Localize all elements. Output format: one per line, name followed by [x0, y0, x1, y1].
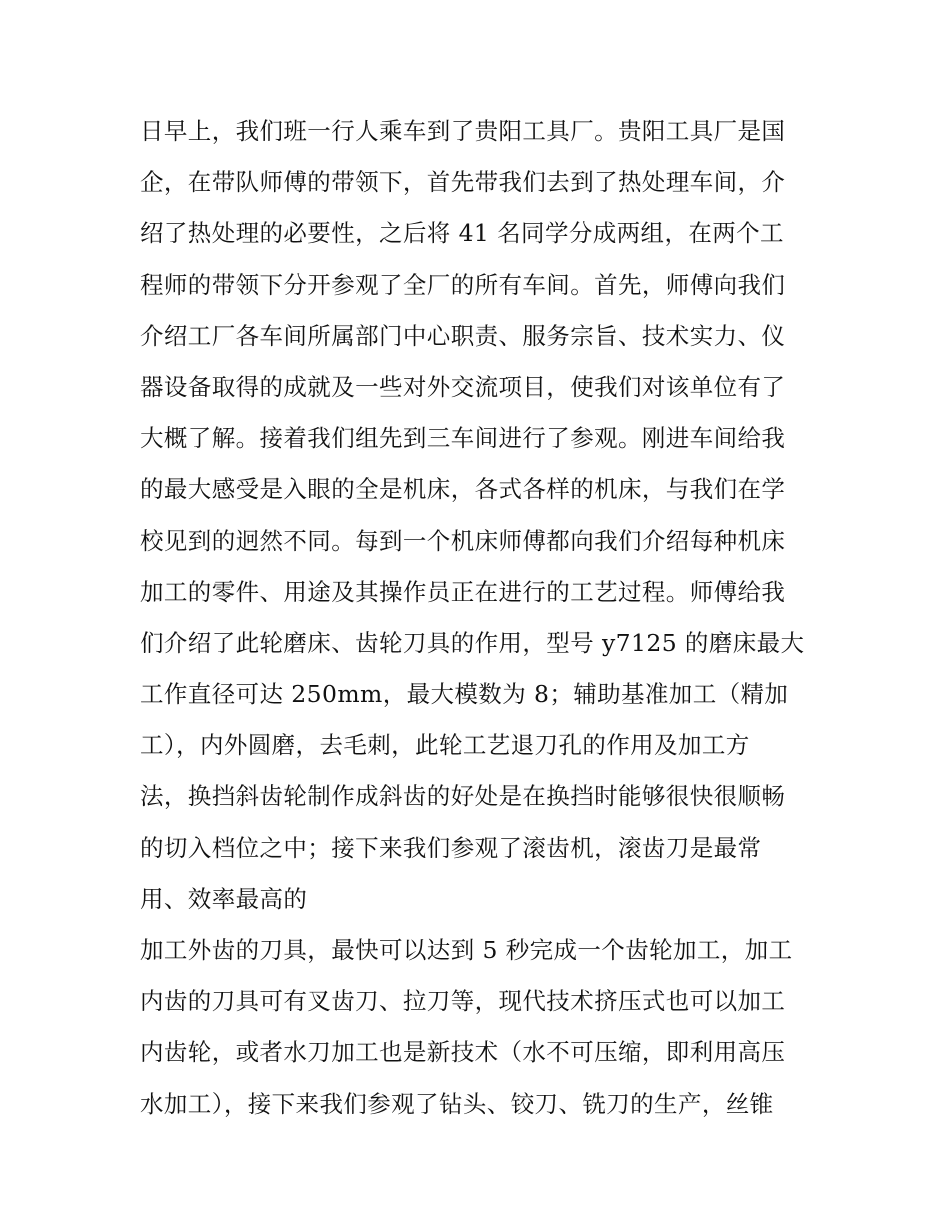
- text-line: 加工外齿的刀具，最快可以达到 5 秒完成一个齿轮加工，加工: [140, 936, 793, 964]
- text-line: 工），内外圆磨，去毛刺，此轮工艺退刀孔的作用及加工方: [140, 731, 750, 760]
- text-line: 企，在带队师傅的带领下，首先带我们去到了热处理车间，介: [140, 168, 786, 197]
- text-line: 用、效率最高的: [140, 884, 308, 913]
- text-line: 加工的零件、用途及其操作员正在进行的工艺过程。师傅给我: [140, 577, 786, 606]
- text-line: 校见到的迥然不同。每到一个机床师傅都向我们介绍每种机床: [140, 526, 786, 555]
- text-line: 大概了解。接着我们组先到三车间进行了参观。刚进车间给我: [140, 424, 786, 453]
- text-line: 介绍工厂各车间所属部门中心职责、服务宗旨、技术实力、仪: [140, 321, 786, 350]
- text-line: 内齿的刀具可有叉齿刀、拉刀等，现代技术挤压式也可以加工: [140, 987, 786, 1016]
- text-line: 工作直径可达 250mm，最大模数为 8；辅助基准加工（精加: [140, 680, 789, 709]
- text-line: 日早上，我们班一行人乘车到了贵阳工具厂。贵阳工具厂是国: [140, 117, 786, 145]
- text-line: 法，换挡斜齿轮制作成斜齿的好处是在换挡时能够很快很顺畅: [140, 782, 786, 811]
- text-line: 内齿轮，或者水刀加工也是新技术（水不可压缩，即利用高压: [140, 1038, 786, 1067]
- body-text: [140, 106, 820, 1130]
- text-line: 绍了热处理的必要性，之后将 41 名同学分成两组，在两个工: [140, 219, 784, 248]
- text-line: 的切入档位之中；接下来我们参观了滚齿机，滚齿刀是最常: [140, 833, 762, 862]
- text-line: 水加工），接下来我们参观了钻头、铰刀、铣刀的生产，丝锥: [140, 1089, 774, 1118]
- text-line: 们介绍了此轮磨床、齿轮刀具的作用，型号 y7125 的磨床最大: [140, 628, 805, 657]
- text-line: 的最大感受是入眼的全是机床，各式各样的机床，与我们在学: [140, 475, 786, 504]
- text-line: 器设备取得的成就及一些对外交流项目，使我们对该单位有了: [140, 372, 786, 401]
- text-line: 程师的带领下分开参观了全厂的所有车间。首先，师傅向我们: [140, 270, 786, 299]
